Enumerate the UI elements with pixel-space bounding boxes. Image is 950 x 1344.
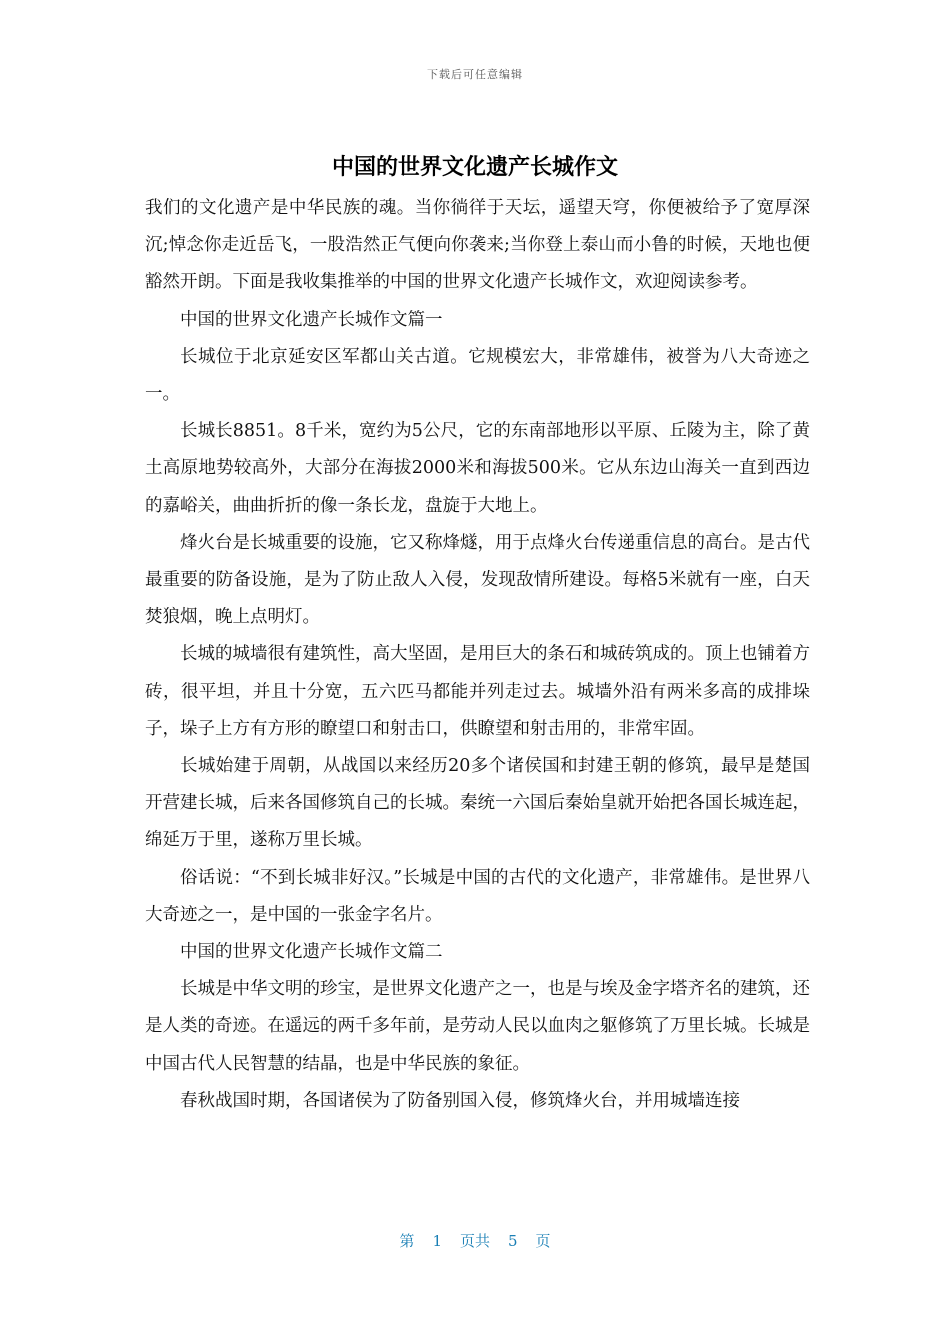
paragraph: 长城位于北京延安区军都山关古道。它规模宏大，非常雄伟，被誉为八大奇迹之一。	[145, 346, 810, 405]
page-suffix: 页	[535, 1232, 551, 1250]
paragraph: 长城始建于周朝，从战国以来经历20多个诸侯国和封建王朝的修筑，最早是楚国开营建长城，后来各国修筑自己的长城。秦统一六国后秦始皇就开始把各国长城连起，绵延万于里，遂称万里长城。	[145, 756, 810, 851]
paragraph: 烽火台是长城重要的设施，它又称烽燧，用于点烽火台传递重信息的高台。是古代最重要的防备设施，是为了防止敌人入侵，发现敌情所建设。每格5米就有一座，白天焚狼烟，晚上点明灯。	[145, 532, 810, 628]
paragraph-intro: 我们的文化遗产是中华民族的魂。当你徜徉于天坛，遥望天穹，你便被给予了宽厚深沉;悼念你走近岳飞，一股浩然正气便向你袭来;当你登上泰山而小鲁的时候，天地也便豁然开朗。下面是我收集推举的中国的世界文化遗产长城作文，欢迎阅读参考。	[145, 198, 810, 293]
section-heading-2: 中国的世界文化遗产长城作文篇二	[180, 942, 443, 963]
total-label: 页共	[459, 1232, 490, 1250]
paragraph: 春秋战国时期，各国诸侯为了防备别国入侵，修筑烽火台，并用城墙连接	[180, 1090, 740, 1111]
page-label: 第	[399, 1232, 415, 1250]
document-title: 中国的世界文化遗产长城作文	[331, 155, 618, 180]
paragraph: 长城是中华文明的珍宝，是世界文化遗产之一，也是与埃及金字塔齐名的建筑，还是人类的奇迹。在遥远的两千多年前，是劳动人民以血肉之躯修筑了万里长城。长城是中国古代人民智慧的结晶，也是中华民族的象征。	[145, 979, 810, 1074]
page-number: 1	[432, 1232, 442, 1250]
paragraph: 俗话说：“不到长城非好汉。”长城是中国的古代的文化遗产，非常雄伟。是世界八大奇迹之一，是中国的一张金字名片。	[145, 867, 810, 925]
total-pages: 5	[508, 1232, 518, 1250]
paragraph: 长城的城墙很有建筑性，高大坚固，是用巨大的条石和城砖筑成的。顶上也铺着方砖，很平坦，并且十分宽，五六匹马都能并列走过去。城墙外沿有两米多高的成排垛子，垛子上方有方形的瞭望口和射击口，供瞭望和射击用的，非常牢固。	[145, 644, 810, 739]
section-heading-1: 中国的世界文化遗产长城作文篇一	[180, 309, 443, 330]
page-footer	[0, 1230, 950, 1251]
page-header-note: 下载后可任意编辑	[427, 68, 523, 81]
document-body	[145, 190, 810, 1120]
paragraph: 长城长8851。8千米，宽约为5公尺，它的东南部地形以平原、丘陵为主，除了黄土高原地势较高外，大部分在海拔2000米和海拔500米。它从东边山海关一直到西边的嘉峪关，曲曲折折的像一条长龙，盘旋于大地上。	[145, 421, 810, 516]
